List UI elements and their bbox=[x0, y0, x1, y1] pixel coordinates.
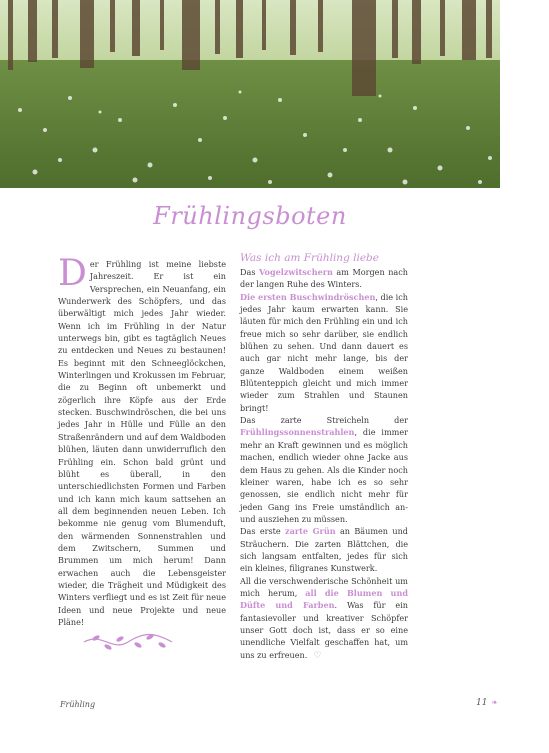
text-span: All die verschwenderische Schönheit um mich herum, bbox=[240, 575, 408, 598]
text-span: . Was für ein fantasievoller und kreativer Schöpfer unser Gott doch ist, dass er so eine unendliche Vielfalt geschaffen hat, um uns zu erfreuen. bbox=[240, 600, 408, 660]
title-area bbox=[0, 202, 500, 242]
text-span: , die immer mehr an Kraft gewinnen und es möglich machen, endlich wieder ohne Jacke aus dem Haus zu gehen. Als die Kinder noch kleiner waren, habe ich es so sehr genossen, sie endlich nicht mehr für jeden Gang ins Freie umständlich an- und ausziehen zu müssen. bbox=[240, 427, 408, 524]
right-paragraph-4 bbox=[240, 525, 408, 574]
text-span: , die ich jedes Jahr kaum erwarten kann. Sie läuten für mich den Frühling ein und ich freue mich so sehr darüber, sie endlich blühen zu sehen. Und dann dauert es auch gar nicht mehr lange, bis der ganze Waldboden einem weißen Blütenteppich gleicht und mich immer wieder zum Strahlen und Staunen bringt! bbox=[240, 291, 408, 413]
right-subheading: Was ich am Frühling liebe bbox=[240, 252, 379, 264]
forest-photo bbox=[0, 0, 500, 188]
dropcap: D bbox=[58, 253, 87, 294]
text-span: am Morgen nach der langen Ruhe des Winters. bbox=[240, 267, 409, 290]
highlight-text: Vogelzwitschern bbox=[259, 267, 333, 277]
page-title: Frühlingsboten bbox=[153, 202, 347, 230]
page-number: 11 bbox=[476, 698, 488, 708]
text-span: Das bbox=[240, 267, 260, 277]
heart-icon: ♡ bbox=[313, 650, 322, 661]
text-span: Das zarte Streicheln der bbox=[240, 415, 408, 426]
left-paragraph: er Frühling ist meine liebste Jahreszeit. Er ist ein Versprechen, ein Neuanfang, ein Wunderwerk des Schöpfers, und das überwältigt mich jedes Jahr wieder. Wenn ich im Frühling in der Natur unterwegs bin, gibt es tagtäglich Neues zu entdecken und Neues zu bestaunen! Es beginnt mit den Schneeglöckchen, Winterlingen und Krokussen im Februar, die zu Beginn oft unbemerkt und zögerlich ihre Köpfe aus der Erde stecken. Buschwindröschen, die bei uns jedes Jahr in Hülle und Fülle an den Straßenrändern und auf dem Waldboden blühen, läuten dann unwiderruflich den Frühling ein. Schon bald grünt und blüht es überall, in den unterschiedlichsten Formen und Farben und ich kann mich kaum sattsehen an all dem beginnenden neuen Leben. Ich bekomme nie genug vom Blumenduft, den wärmenden Sonnenstrahlen und dem Zwitschern, Summen und Brummen um mich herum! Dann erwachen auch die Lebensgeister wieder, die Trägheit und Müdigkeit des Winters verfliegt und es ist Zeit für neue Ideen und neue Projekte und neue Pläne! bbox=[58, 259, 226, 627]
text-span: Das erste bbox=[240, 526, 286, 537]
footer-page-number bbox=[476, 698, 497, 708]
left-column bbox=[58, 253, 226, 628]
highlight-text: Frühlingssonnenstrahlen bbox=[240, 427, 355, 438]
forest-illustration bbox=[0, 0, 500, 188]
right-paragraph-5 bbox=[240, 575, 408, 662]
leaf-icon: ❧ bbox=[490, 698, 498, 707]
right-paragraph-2 bbox=[240, 291, 408, 414]
highlight-text: Die ersten Buschwindröschen bbox=[240, 291, 376, 302]
right-paragraph-3 bbox=[240, 414, 408, 525]
page-margin bbox=[500, 0, 549, 753]
footer-section-label: Frühling bbox=[60, 700, 96, 709]
vine-ornament-icon bbox=[82, 630, 174, 654]
right-column bbox=[240, 266, 408, 662]
right-paragraph-1 bbox=[240, 266, 408, 291]
highlight-text: all die Blumen und Düfte und Farben bbox=[240, 587, 408, 611]
text-span: an Bäumen und Sträuchern. Die zarten Blättchen, die sich langsam entfalten, jedes für sich ein kleines, filigranes Kunstwerk. bbox=[240, 526, 408, 574]
highlight-text: zarte Grün bbox=[285, 526, 336, 537]
